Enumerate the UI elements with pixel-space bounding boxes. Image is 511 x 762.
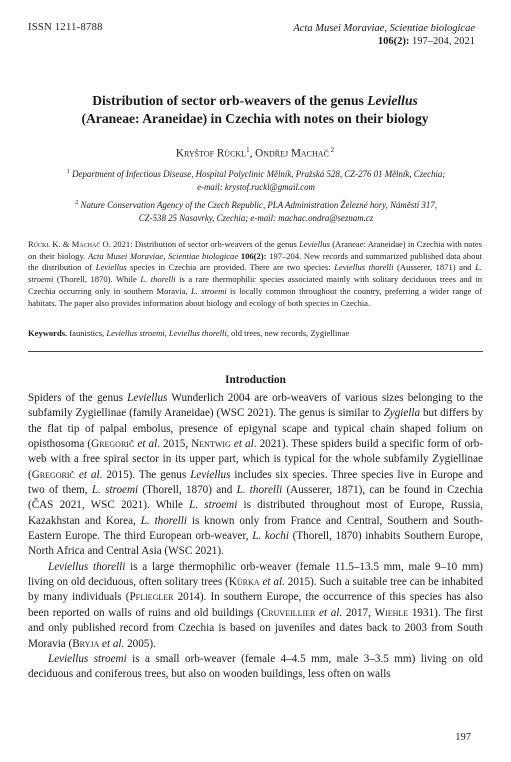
aff2-line2: CZ-538 25 Nasavrky, Czechia; e-mail: machac.ondra@seznam.cz [138,212,374,223]
text: but differs by the flat tip of palpal embolus, presence of epigynal scape and typical chain shaped folium on opisthosoma ( [28,407,484,451]
text: Spiders of the genus [28,392,128,404]
pages: 197–204, 2021 [409,36,475,47]
aff2-sup: 2 [75,199,79,206]
aff1-sup: 1 [66,168,70,175]
abstract-italic: L. thorelli [140,274,176,285]
author-2-sup: 2 [328,146,335,154]
abstract-text: (Ausserer, 1871) and [393,262,476,273]
citation-author: Gregorič [31,468,75,481]
text: 2015). Such a suitable tree can be inhabited by many individuals ( [28,576,484,604]
abstract-authors: Rückl K. & Machač O. 2021 [28,239,131,249]
citation-author: Nentwig [191,438,231,451]
text: is a small orb-weaver (female 4–4.5 mm, male 3–3.5 mm) living on old deciduous and coniferous trees, but also on wooden buildings, less often on walls [28,652,484,681]
citation-author: Bryja [72,637,100,650]
authors [30,146,480,160]
text: 2005). [124,637,156,650]
volume: 106(2): [377,36,410,47]
paragraph-2 [28,560,483,652]
section-divider [28,351,483,352]
abstract-italic: L. stroemi [28,262,482,285]
text: includes six species. Three species live in Europe and two of them, [28,468,483,497]
italic-text: L. thorelli [236,484,283,497]
abstract-text: (Araneae: Araneidae) in Czechia with notes on their biology. [28,239,483,261]
journal-citation [378,36,475,47]
introduction-heading: Introduction [225,374,286,386]
issn: ISSN 1211-8788 [28,22,103,33]
italic-text: et al [230,438,254,451]
italic-text: et al. [259,576,285,589]
citation-author: Gregorič [91,438,135,451]
abstract-italic: Leviellus [95,262,127,273]
introduction-body [28,391,483,683]
page-number: 197 [455,732,471,743]
abstract-italic: L. stroemi [191,285,227,296]
author-1: Kryštof Rückl [175,147,247,160]
italic-text: L. stroemi [91,484,139,497]
text: 2017, [342,606,375,619]
italic-text: et al [134,438,158,451]
text: 2014). In southern Europe, the occurrence of this species has also been reported on walls of ruins and old buildings ( [28,591,483,619]
paragraph-1 [28,391,483,560]
paper-title [30,92,480,128]
abstract-journal: Acta Musei Moraviae, Scientiae biologicae [88,250,239,261]
keywords-italic: Leviellus stroemi, Leviellus thorelli [106,328,227,338]
citation-author: Cruveillier [260,606,316,619]
abstract-text: 197–204. New records and summarized published data about the distribution of [28,250,482,273]
text: (Thorell, 1870) inhabits Southern Europe, North Africa and Central Asia (WSC 2021). [28,530,483,558]
text: is distributed throughout most of Europe, Russia, Kazakhstan and Korea, [28,499,483,527]
abstract-text: (Thorell, 1870). While [53,274,141,285]
text: . 2015, [157,438,192,451]
journal-name: Acta Musei Moraviae, Scientiae biologicae [293,23,475,34]
affiliation-2 [30,196,482,225]
italic-text: et al [74,468,100,481]
text: Wunderlich 2004 are orb-weavers of various sizes belonging to the subfamily Zygiellinae (family Araneidae) (WSC 2021). The genus is similar to [28,392,483,420]
text: (Ausserer, 1871), can be found in Czechia (ČAS 2021, WSC 2021). While [28,484,483,512]
abstract-text: is a rare thermophilic species associated mainly with solitary deciduous trees and in Czechia occurring only in southern Moravia, [28,274,482,296]
title-genus: Leviellus [367,93,418,108]
aff1-line2: e-mail: krystof.ruckl@gmail.com [197,181,315,192]
title-line2: (Araneae: Araneidae) in Czechia with notes on their biology [81,111,429,126]
abstract-italic: Leviellus [299,239,330,249]
citation-author: Kůrka [228,576,260,589]
affiliation-1 [30,165,482,194]
aff2-line1: Nature Conservation Agency of the Czech Republic, PLA Administration Železné hory, Náměstí 317, [78,199,437,210]
italic-text: Leviellus thorelli [48,560,126,573]
text: 1931). The first and only published record from Czechia is based on juveniles and dates back to 2003 from South Moravia ( [28,606,484,650]
citation-author: Pfliegler [129,591,174,604]
keywords-text: , old trees, new records, Zygiellinae [226,328,350,338]
italic-text: et al. [99,637,125,650]
text: is known only from France and Central, Southern and South-Eastern Europe. The third European orb-weaver, [28,514,483,543]
italic-text: L. stroemi [189,499,238,512]
abstract-text: is locally common throughout the country, preferring a wider range of habitats. The paper also provides information about biology and ecology of both species in Czechia. [28,285,482,308]
italic-text: Leviellus [190,468,231,481]
author-1-sup: 1 [246,146,250,154]
abstract-italic: Leviellus thorelli [334,262,394,273]
title-text: Distribution of sector orb-weavers of the genus [92,93,368,108]
abstract-text: : Distribution of sector orb-weavers of the genus [130,239,300,249]
abstract-text: species in Czechia are provided. There are two species: [126,262,335,273]
paragraph-3 [28,652,483,683]
abstract-volume: 106(2): [240,250,267,261]
text: is a large thermophilic orb-weaver (female 11.5–13.5 mm, male 9–10 mm) living on old deciduous, often solitary trees ( [28,560,483,589]
italic-text: Zygiella [383,407,421,420]
text: . 2021). These spiders build a specific form of orb-web with a free spiral sector in its upper part, which is typical for the whole subfamily Zygiellinae ( [28,438,483,481]
italic-text: et al. [315,606,343,619]
text: . 2015). The genus [99,468,191,481]
italic-text: Leviellus [127,392,168,404]
title-line1 [92,93,418,108]
italic-text: Leviellus stroemi [48,652,127,665]
italic-text: L. kochi [252,530,289,543]
journal-header [293,22,475,48]
keywords [28,328,482,340]
keywords-text: faunistics, [67,328,107,338]
author-2: Ondřej Machač [255,147,329,160]
italic-text: L. thorelli [140,514,187,527]
citation-author: Wiehle [374,606,409,619]
keywords-label: Keywords. [28,328,68,338]
abstract [28,239,482,309]
author-sep: , [249,147,256,160]
aff1-line1: Department of Infectious Disease, Hospital Polyclinic Mělník, Pražská 528, CZ-276 01 Mělník, Czechia; [69,168,446,179]
text: (Thorell, 1870) and [138,484,237,497]
